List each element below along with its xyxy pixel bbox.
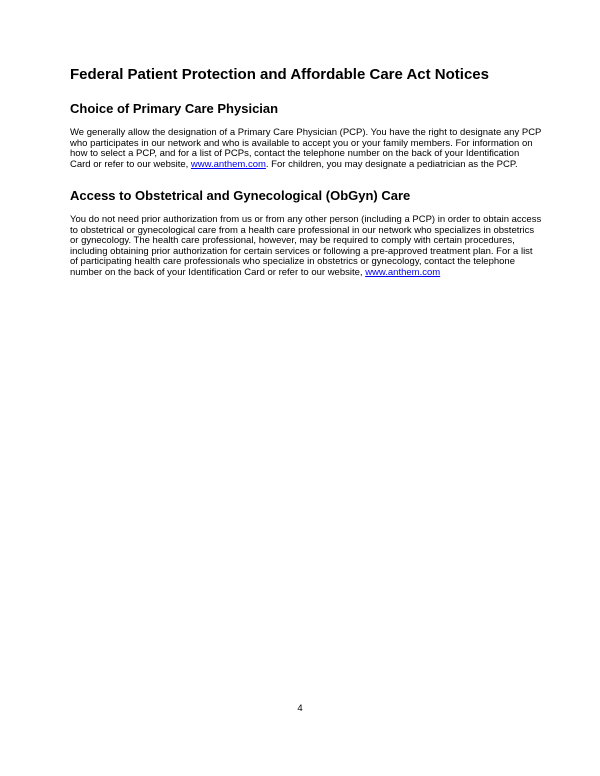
paragraph-obgyn-care [70,215,542,278]
paragraph-choice-of-pcp [70,128,542,170]
anthem-website-link[interactable]: www.anthem.com [190,158,266,170]
section-heading-obgyn-care: Access to Obstetrical and Gynecological (ObGyn) Care [70,188,411,203]
anthem-website-link[interactable]: www.anthem.com [365,266,441,278]
page-number: 4 [297,703,303,714]
paragraph-text-before-link: We generally allow the designation of a Primary Care Physician (PCP). You have the right to designate any PCP who participates in our network and who is available to accept you or your family members. For information on how to select a PCP, and for a list of PCPs, contact the telephone number on the back of your Identification Card or refer to our website, [70,127,542,170]
paragraph-text-after-link: . For children, you may designate a pediatrician as the PCP. [265,158,518,170]
paragraph-text-before-link: You do not need prior authorization from us or from any other person (including a PCP) in order to obtain access to obstetrical or gynecological care from a health care professional in our network who specializes in obstetrics or gynecology. The health care professional, however, may be required to comply with certain procedures, including obtaining prior authorization for certain services or following a pre-approved treatment plan. For a list of participating health care professionals who specialize in obstetrics or gynecology, contact the telephone number on the back of your Identification Card or refer to our website, [70,214,542,278]
section-heading-choice-of-pcp: Choice of Primary Care Physician [70,101,279,116]
document-title: Federal Patient Protection and Affordable Care Act Notices [70,66,489,83]
